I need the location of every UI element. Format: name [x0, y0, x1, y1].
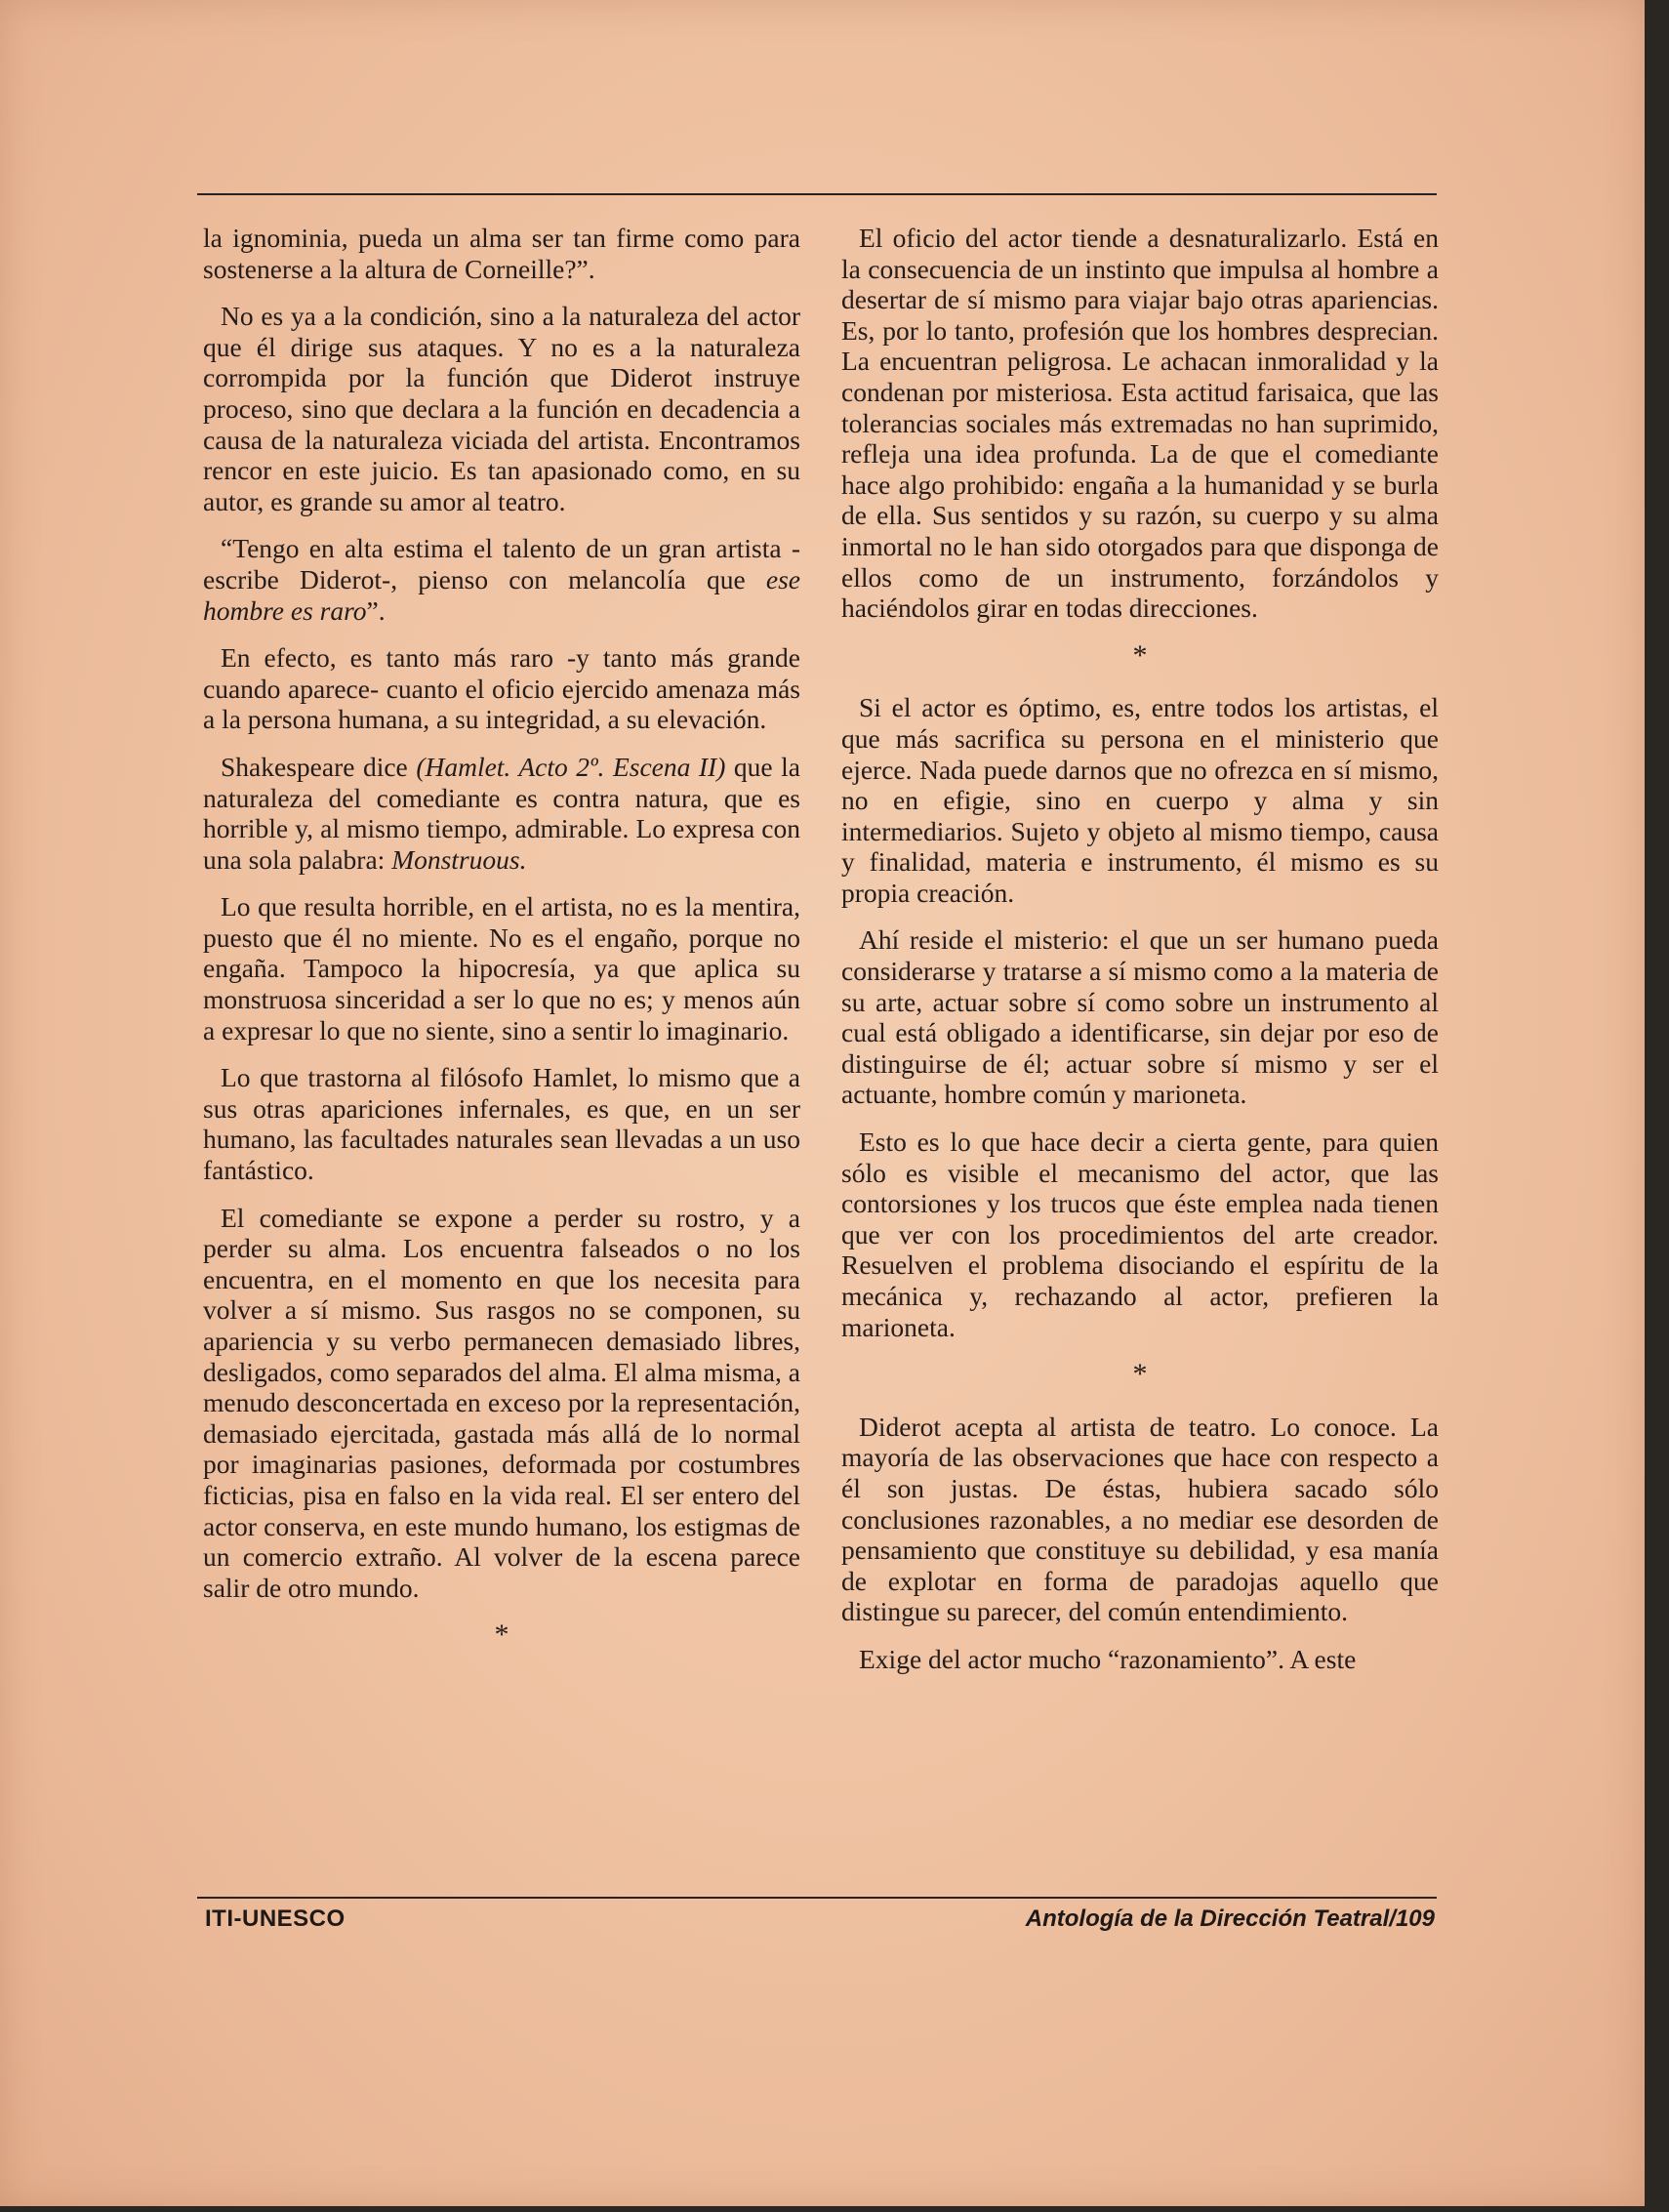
- top-rule: [197, 193, 1437, 195]
- quote-end: ”.: [366, 594, 386, 626]
- paragraph: El oficio del actor tiende a desnaturalizarlo. Está en la consecuencia de un instinto que impulsa al hombre a desertar de sí mismo para viajar bajo otras apariencias. Es, por lo tanto, profesión que los hombres desprecian. La encuentran peligrosa. Le achacan inmoralidad y la condenan por misteriosa. Esta actitud farisaica, que las tolerancias sociales más extremadas no han suprimido, refleja una idea profunda. La de que el comediante hace algo prohibido: engaña a la humanidad y se burla de ella. Sus sentidos y su razón, su cuerpo y su alma inmortal no le han sido otorgados para que disponga de ellos como de un instrumento, forzándolos y haciéndolos girar en todas direcciones.: [841, 223, 1439, 624]
- monstruous-word: Monstruous.: [391, 843, 527, 875]
- paragraph: Esto es lo que hace decir a cierta gente, para quien sólo es visible el mecanismo del actor, que las contorsiones y los trucos que éste emplea nada tienen que ver con los procedimientos del arte creador. Resuelven el problema disociando el espíritu de la mecánica y, rechazando al actor, prefieren la marioneta.: [841, 1126, 1439, 1342]
- paragraph: Ahí reside el misterio: el que un ser humano pueda considerarse y tratarse a sí mismo como a la materia de su arte, actuar sobre sí como sobre un instrumento al cual está obligado a identificarse, sin dejar por eso de distinguirse de él; actuar sobre sí mismo y ser el actuante, hombre común y marioneta.: [841, 924, 1439, 1110]
- hamlet-reference: (Hamlet. Acto 2º. Escena II): [416, 751, 726, 782]
- paragraph: Lo que resulta horrible, en el artista, no es la mentira, puesto que él no miente. No es el engaño, porque no engaña. Tampoco la hipocresía, ya que aplica su monstruosa sinceridad a ser lo que no es; y menos aún a expresar lo que no siente, sino a sentir lo imaginario.: [203, 891, 800, 1045]
- text: Shakespeare dice: [221, 751, 417, 782]
- paragraph: Diderot acepta al artista de teatro. Lo conoce. La mayoría de las observaciones que hace con respecto a él son justas. De éstas, hubiera sacado sólo conclusiones razonables, a no mediar ese desorden de pensamiento que constituye su debilidad, y esa manía de explotar en forma de paradojas aquello que distingue su parecer, del común entendimiento.: [841, 1411, 1439, 1627]
- section-separator: *: [1132, 1358, 1148, 1391]
- paragraph-diderot-quote: [203, 533, 800, 626]
- right-column: [841, 223, 1439, 1692]
- paragraph: El comediante se expone a perder su rostro, y a perder su alma. Los encuentra falseados o no los encuentra, en el momento en que los necesita para volver a sí mismo. Sus rasgos no se componen, su apariencia y su verbo permanecen demasiado libres, desligados, como separados del alma. El alma misma, a menudo desconcertada en exceso por la representación, demasiado ejercitada, gastada más allá de lo normal por imaginarias pasiones, deformada por costumbres ficticias, pisa en falso en la vida real. El ser entero del actor conserva, en este mundo humano, los estigmas de un comercio extraño. Al volver de la escena parece salir de otro mundo.: [203, 1202, 800, 1603]
- section-separator: *: [1132, 638, 1148, 672]
- text: que la naturaleza del comediante es contra natura, que es horrible y, al mismo tiempo, admirable. Lo expresa con una sola palabra:: [203, 751, 800, 875]
- footer-publisher: ITI-UNESCO: [205, 1905, 346, 1932]
- quote-italic: ese hombre es raro: [203, 563, 800, 626]
- bottom-rule: [197, 1897, 1437, 1899]
- paragraph: En efecto, es tanto más raro -y tanto más grande cuando aparece- cuanto el oficio ejercido amenaza más a la persona humana, a su integridad, a su elevación.: [203, 642, 800, 735]
- paragraph: Si el actor es óptimo, es, entre todos los artistas, el que más sacrifica su persona en el ministerio que ejerce. Nada puede darnos que no ofrezca en sí mismo, no en efigie, sino en cuerpo y alma y sin intermediarios. Sujeto y objeto al mismo tiempo, causa y finalidad, materia e instrumento, él mismo es su propia creación.: [841, 692, 1439, 908]
- paragraph-shakespeare: [203, 752, 800, 875]
- paragraph: Lo que trastorna al filósofo Hamlet, lo mismo que a sus otras apariciones infernales, es que, en un ser humano, las facultades naturales sean llevadas a un uso fantástico.: [203, 1062, 800, 1186]
- paragraph: No es ya a la condición, sino a la naturaleza del actor que él dirige sus ataques. Y no es a la naturaleza corrompida por la función que Diderot instruye proceso, sino que declara a la función en decadencia a causa de la naturaleza viciada del artista. Encontramos rencor en este juicio. Es tan apasionado como, en su autor, es grande su amor al teatro.: [203, 301, 800, 516]
- paragraph: la ignominia, pueda un alma ser tan firme como para sostenerse a la altura de Corneille?”.: [203, 223, 800, 284]
- quote-text: “Tengo en alta estima el talento de un gran artista -escribe Diderot-, pienso con melancolía que: [203, 533, 800, 594]
- left-column: [203, 223, 800, 1672]
- section-separator: *: [494, 1618, 509, 1652]
- paragraph: Exige del actor mucho “razonamiento”. A este: [859, 1643, 1357, 1674]
- footer-page-number: Antología de la Dirección Teatral/109: [1025, 1905, 1435, 1932]
